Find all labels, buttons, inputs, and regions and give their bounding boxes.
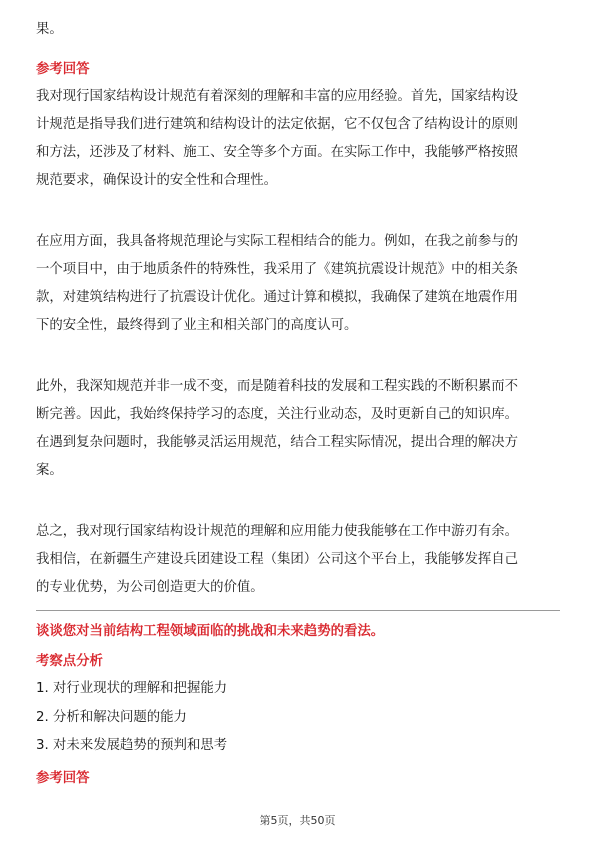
paragraph-3-line-2: 断完善。因此，我始终保持学习的态度，关注行业动态，及时更新自己的知识库。 [36, 407, 519, 422]
continuation-text: 果。 [36, 22, 63, 37]
paragraph-3-line-3: 在遇到复杂问题时，我能够灵活运用规范，结合工程实际情况，提出合理的解决方 [36, 435, 519, 450]
paragraph-4-line-2: 我相信，在新疆生产建设兵团建设工程（集团）公司这个平台上，我能够发挥自己 [36, 552, 519, 567]
analysis-heading: 考察点分析 [36, 654, 103, 669]
paragraph-2-line-2: 一个项目中，由于地质条件的特殊性，我采用了《建筑抗震设计规范》中的相关条 [36, 262, 519, 277]
paragraph-4-line-3: 的专业优势，为公司创造更大的价值。 [36, 580, 264, 595]
paragraph-1-line-4: 规范要求，确保设计的安全性和合理性。 [36, 173, 278, 188]
paragraph-2-line-1: 在应用方面，我具备将规范理论与实际工程相结合的能力。例如，在我之前参与的 [36, 234, 519, 249]
paragraph-4-line-1: 总之，我对现行国家结构设计规范的理解和应用能力使我能够在工作中游刃有余。 [36, 524, 519, 539]
answer-heading: 参考回答 [36, 62, 90, 77]
question-heading: 谈谈您对当前结构工程领域面临的挑战和未来趋势的看法。 [36, 624, 385, 639]
analysis-point-2: 2. 分析和解决问题的能力 [36, 710, 187, 725]
analysis-point-3: 3. 对未来发展趋势的预判和思考 [36, 738, 228, 753]
paragraph-1-line-2: 计规范是指导我们进行建筑和结构设计的法定依据，它不仅包含了结构设计的原则 [36, 117, 519, 132]
paragraph-1-line-3: 和方法，还涉及了材料、施工、安全等多个方面。在实际工作中，我能够严格按照 [36, 145, 519, 160]
analysis-point-1: 1. 对行业现状的理解和把握能力 [36, 681, 228, 696]
answer-heading: 参考回答 [36, 771, 90, 786]
paragraph-3-line-4: 案。 [36, 463, 63, 478]
page-number: 第5页，共50页 [259, 814, 336, 827]
paragraph-2-line-3: 款，对建筑结构进行了抗震设计优化。通过计算和模拟，我确保了建筑在地震作用 [36, 290, 519, 305]
paragraph-1-line-1: 我对现行国家结构设计规范有着深刻的理解和丰富的应用经验。首先，国家结构设 [36, 89, 519, 104]
section-divider [36, 610, 560, 611]
paragraph-2-line-4: 下的安全性，最终得到了业主和相关部门的高度认可。 [36, 318, 358, 333]
paragraph-3-line-1: 此外，我深知规范并非一成不变，而是随着科技的发展和工程实践的不断积累而不 [36, 379, 519, 394]
